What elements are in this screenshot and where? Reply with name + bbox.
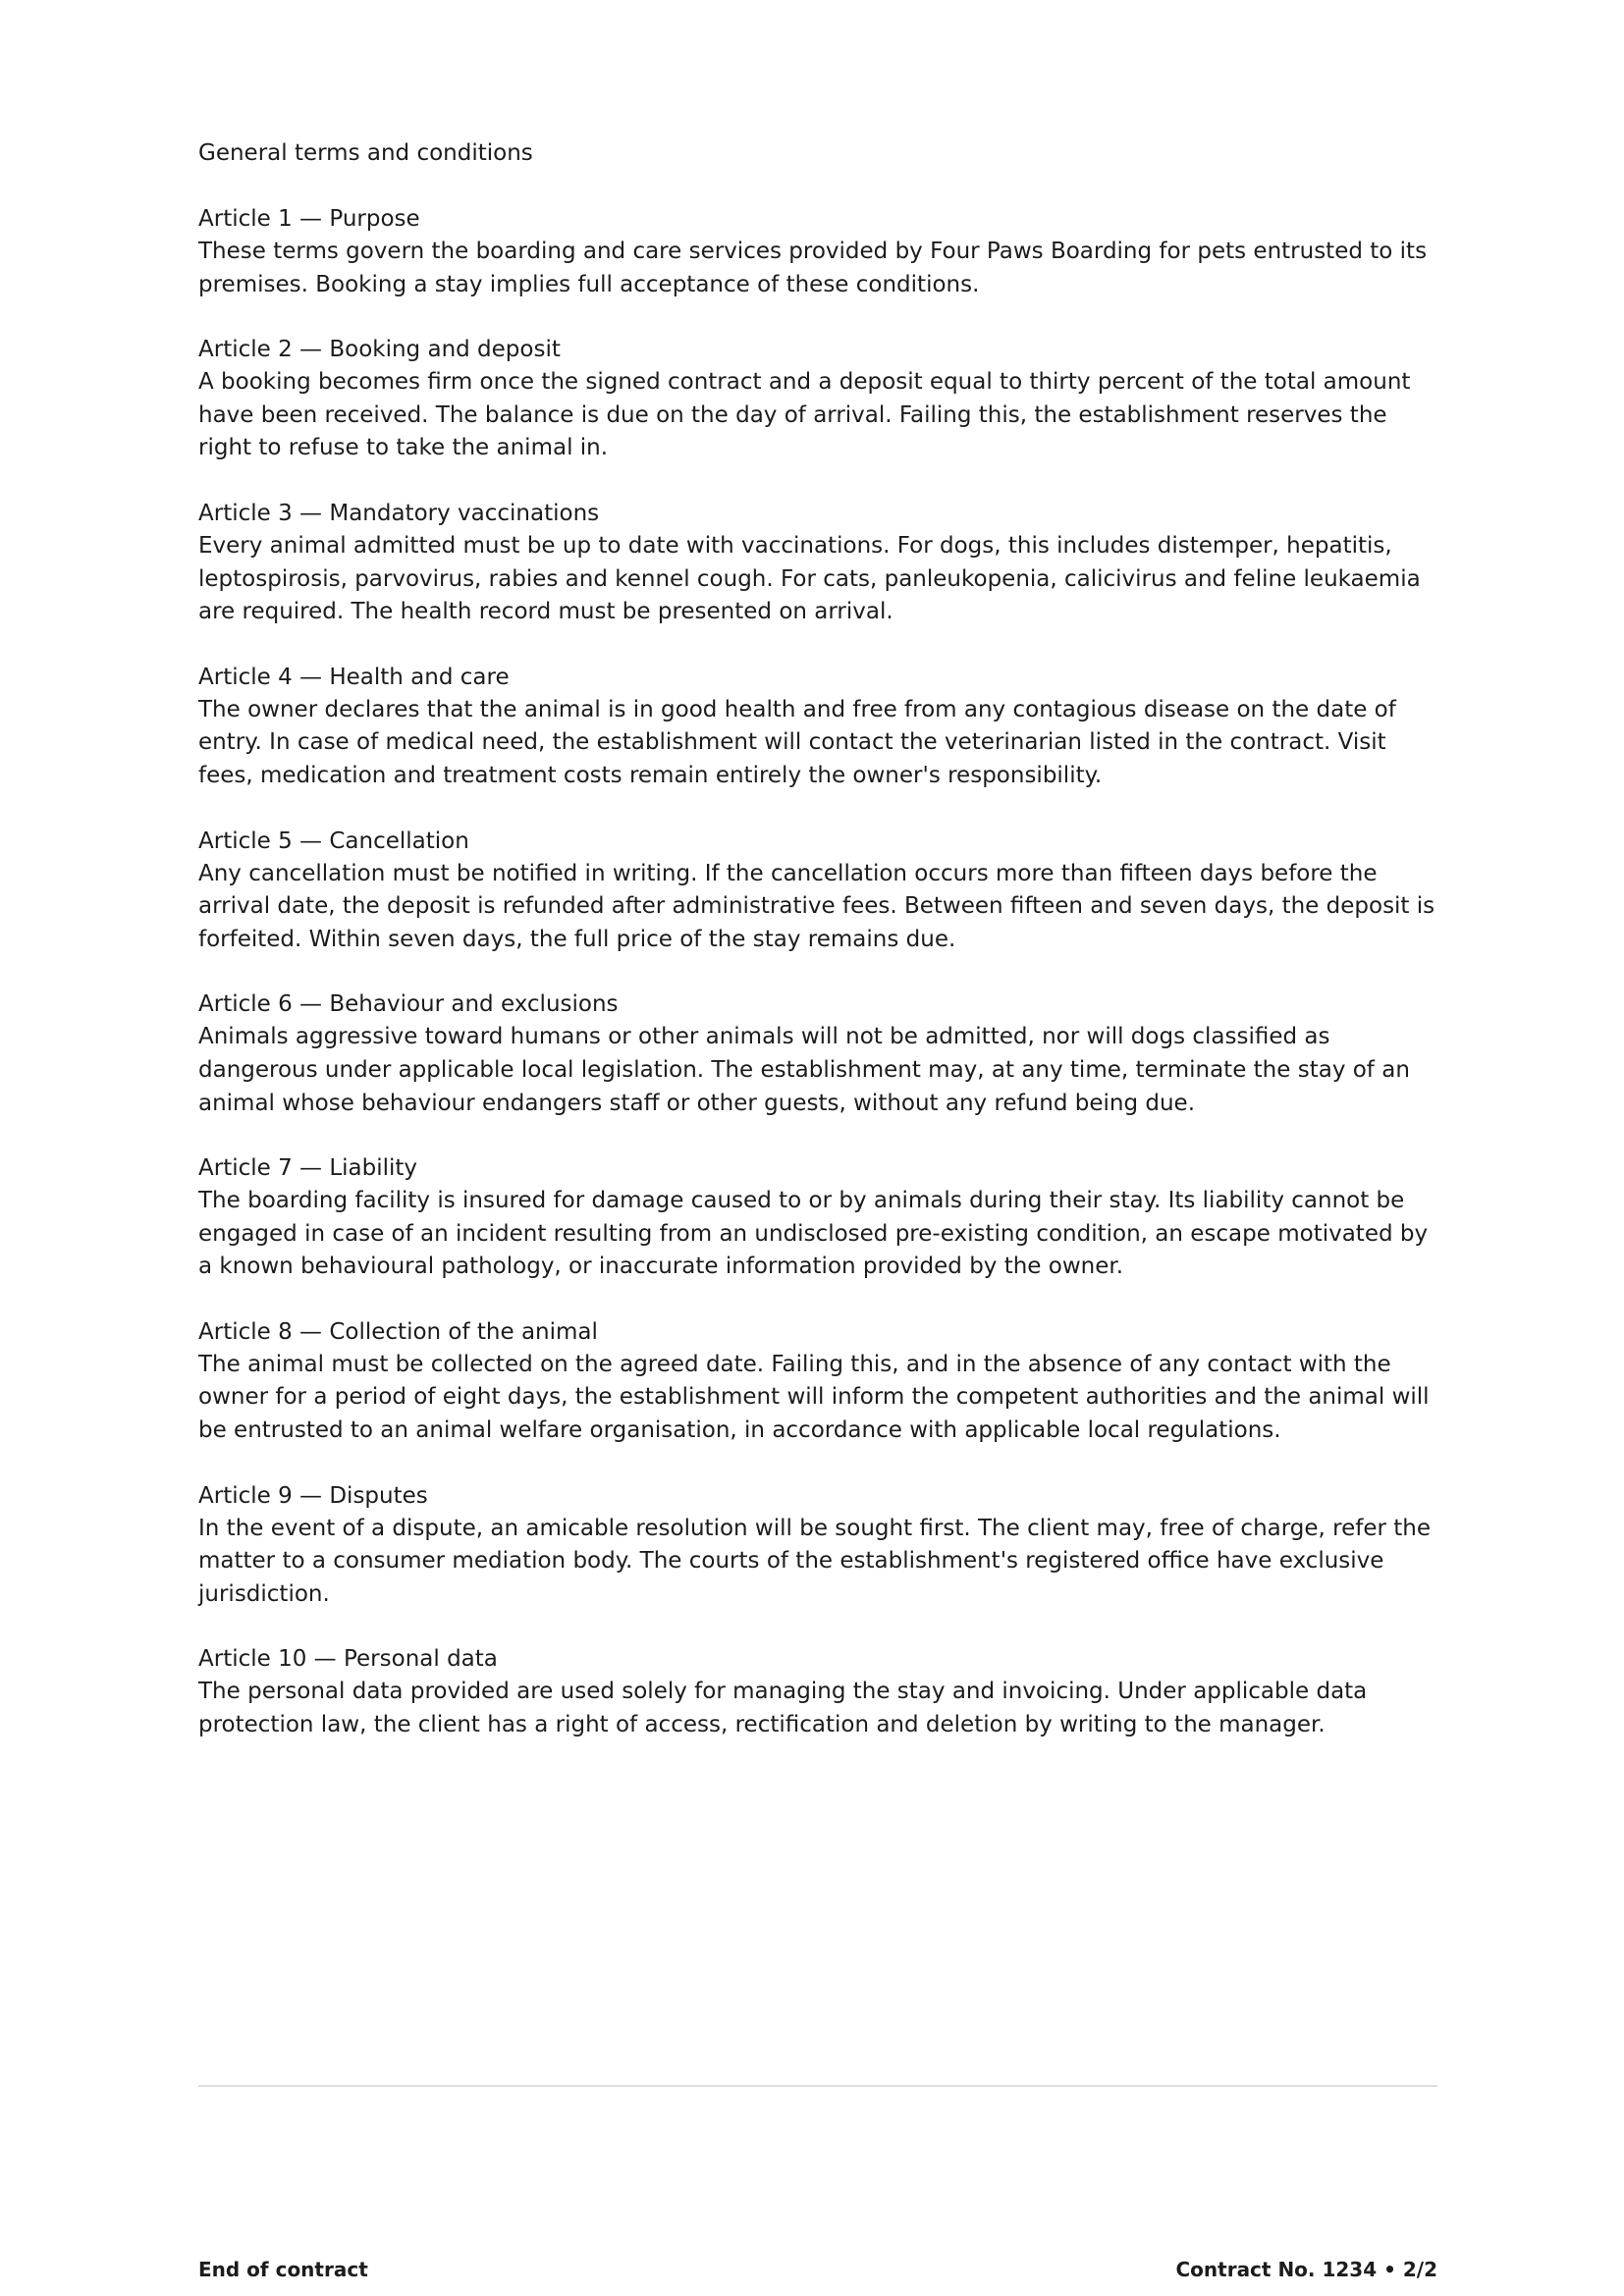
article-10 — [198, 1643, 1437, 1741]
article-2 — [198, 334, 1437, 465]
article-body: Every animal admitted must be up to date with vaccinations. For dogs, this includes distemper, hepatitis, leptospirosis, parvovirus, rabies and kennel cough. For cats, panleukopenia, calicivirus and feline leukaemia are required. The health record must be presented on arrival. — [198, 532, 1421, 625]
article-4 — [198, 662, 1437, 793]
article-6 — [198, 988, 1437, 1120]
footer-end-of-contract: End of contract — [198, 2258, 368, 2281]
article-body: Any cancellation must be notified in writing. If the cancellation occurs more than fifteen days before the arrival date, the deposit is refunded after administrative fees. Between fifteen and seven days, the deposit is forfeited. Within seven days, the full price of the stay remains due. — [198, 860, 1435, 952]
article-heading: Article 5 — Cancellation — [198, 828, 469, 854]
article-body: The boarding facility is insured for damage caused to or by animals during their stay. Its liability cannot be engaged in case of an incident resulting from an undisclosed pre-existing condition, an escape motivated by a known behavioural pathology, or inaccurate information provided by the owner. — [198, 1188, 1429, 1280]
article-heading: Article 2 — Booking and deposit — [198, 337, 561, 363]
document-title: General terms and conditions — [198, 140, 533, 166]
article-body: The personal data provided are used solely for managing the stay and invoicing. Under applicable data protection law, the client has a right of access, rectification and deletion by writing to the manager. — [198, 1679, 1368, 1738]
document-page — [198, 137, 1437, 1775]
article-heading: Article 3 — Mandatory vaccinations — [198, 500, 600, 526]
article-heading: Article 10 — Personal data — [198, 1646, 498, 1673]
footer-contract-page-number: Contract No. 1234 • 2/2 — [1175, 2258, 1437, 2281]
article-heading: Article 7 — Liability — [198, 1155, 418, 1182]
article-body: In the event of a dispute, an amicable resolution will be sought first. The client may, free of charge, refer the matter to a consumer mediation body. The courts of the establishment's registered office have exclusive jurisdiction. — [198, 1515, 1432, 1607]
article-8 — [198, 1316, 1437, 1448]
article-9 — [198, 1480, 1437, 1612]
article-5 — [198, 826, 1437, 957]
article-heading: Article 8 — Collection of the animal — [198, 1318, 598, 1345]
article-body: These terms govern the boarding and care services provided by Four Paws Boarding for pets entrusted to its premises. Booking a stay implies full acceptance of these conditions. — [198, 239, 1428, 297]
article-3 — [198, 498, 1437, 629]
article-body: A booking becomes firm once the signed contract and a deposit equal to thirty percent of the total amount have been received. The balance is due on the day of arrival. Failing this, the establishment reserves the right to refuse to take the animal in. — [198, 369, 1411, 461]
article-heading: Article 1 — Purpose — [198, 206, 420, 232]
article-1 — [198, 203, 1437, 301]
article-heading: Article 6 — Behaviour and exclusions — [198, 991, 619, 1018]
article-body: Animals aggressive toward humans or other animals will not be admitted, nor will dogs classified as dangerous under applicable local legislation. The establishment may, at any time, terminate the stay of an animal whose behaviour endangers staff or other guests, without any refund being due. — [198, 1024, 1410, 1116]
article-body: The animal must be collected on the agreed date. Failing this, and in the absence of any contact with the owner for a period of eight days, the establishment will inform the competent authorities and the animal will be entrusted to an animal welfare organisation, in accordance with applicable local regulations. — [198, 1351, 1430, 1444]
article-body: The owner declares that the animal is in good health and free from any contagious disease on the date of entry. In case of medical need, the establishment will contact the veterinarian listed in the contract. Visit fees, medication and treatment costs remain entirely the owner's responsibility. — [198, 696, 1396, 788]
footer-divider — [198, 2085, 1437, 2087]
article-heading: Article 4 — Health and care — [198, 664, 510, 690]
article-7 — [198, 1152, 1437, 1284]
article-heading: Article 9 — Disputes — [198, 1482, 428, 1509]
